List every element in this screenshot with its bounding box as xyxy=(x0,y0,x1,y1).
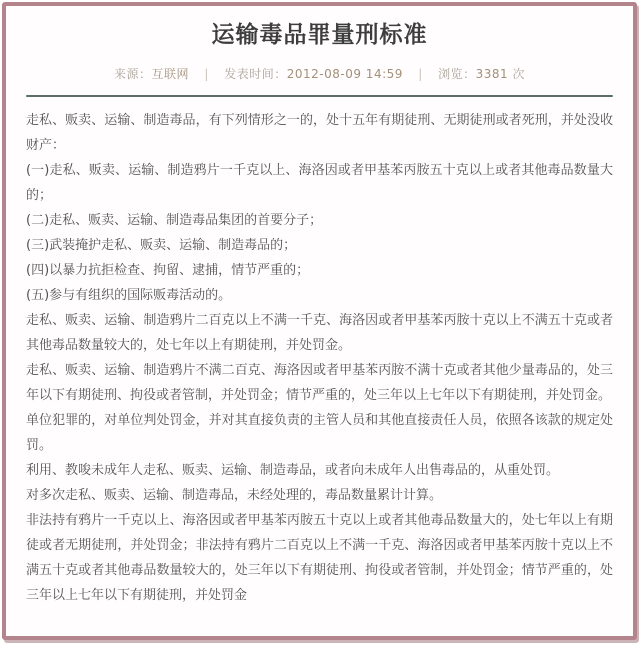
meta-views-label: 浏览： xyxy=(438,66,476,81)
paragraph: 走私、贩卖、运输、制造鸦片二百克以上不满一千克、海洛因或者甲基苯丙胺十克以上不满五十克或者其他毒品数量较大的，处七年以上有期徒刑，并处罚金。 xyxy=(26,312,613,353)
paragraph: 对多次走私、贩卖、运输、制造毒品，未经处理的，毒品数量累计计算。 xyxy=(26,487,443,503)
paragraph: (二)走私、贩卖、运输、制造毒品集团的首要分子； xyxy=(26,212,323,228)
paragraph: (五)参与有组织的国际贩毒活动的。 xyxy=(26,287,232,303)
meta-source xyxy=(114,67,189,81)
article-meta xyxy=(26,65,613,82)
paragraph: 单位犯罪的，对单位判处罚金，并对其直接负责的主管人员和其他直接责任人员，依照各该款的规定处罚。 xyxy=(26,412,613,453)
meta-views xyxy=(438,67,525,81)
paragraph: (四)以暴力抗拒检查、拘留、逮捕，情节严重的； xyxy=(26,262,310,278)
paragraph: 走私、贩卖、运输、制造鸦片不满二百克、海洛因或者甲基苯丙胺不满十克或者其他少量毒品的，处三年以下有期徒刑、拘役或者管制，并处罚金；情节严重的，处三年以上七年以下有期徒刑，并处罚金。 xyxy=(26,362,613,403)
meta-time-value: 2012-08-09 14:59 xyxy=(286,66,403,81)
meta-publish-time xyxy=(224,67,403,81)
meta-source-label: 来源： xyxy=(114,66,152,81)
meta-views-value: 3381 xyxy=(475,66,509,81)
meta-source-value: 互联网 xyxy=(151,66,190,81)
meta-separator: | xyxy=(204,66,209,81)
article-body xyxy=(26,97,613,608)
paragraph: (一)走私、贩卖、运输、制造鸦片一千克以上、海洛因或者甲基苯丙胺五十克以上或者其他毒品数量大的； xyxy=(26,162,613,203)
meta-time-label: 发表时间： xyxy=(224,66,287,81)
article-title: 运输毒品罪量刑标准 xyxy=(211,22,428,48)
paragraph: 利用、教唆未成年人走私、贩卖、运输、制造毒品，或者向未成年人出售毒品的，从重处罚。 xyxy=(26,462,560,478)
paragraph: 非法持有鸦片一千克以上、海洛因或者甲基苯丙胺五十克以上或者其他毒品数量大的，处七年以上有期徒或者无期徒刑，并处罚金；非法持有鸦片二百克以上不满一千克、海洛因或者甲基苯丙胺十克以上不满五十克或者其他毒品数量较大的，处三年以下有期徒刑、拘役或者管制，并处罚金；情节严重的，处三年以上七年以下有期徒刑，并处罚金 xyxy=(26,512,613,603)
meta-views-unit: 次 xyxy=(508,66,525,81)
paragraph: (三)武装掩护走私、贩卖、运输、制造毒品的； xyxy=(26,237,297,253)
paragraph: 走私、贩卖、运输、制造毒品，有下列情形之一的，处十五年有期徒刑、无期徒刑或者死刑，并处没收财产： xyxy=(26,112,613,153)
article-frame xyxy=(2,2,637,640)
article-header xyxy=(26,6,613,82)
meta-separator: | xyxy=(418,66,423,81)
